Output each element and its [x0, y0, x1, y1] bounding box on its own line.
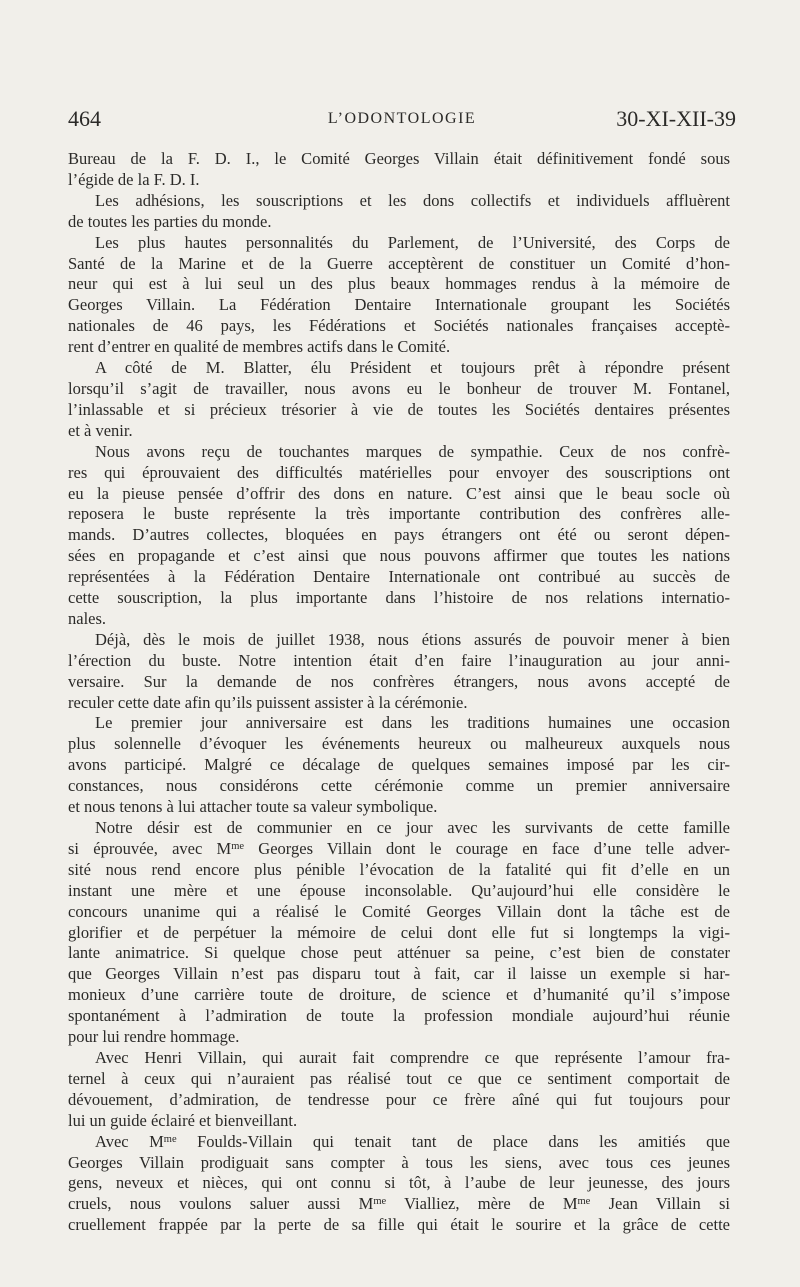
text-line: lorsqu’il s’agit de travailler, nous avons eu le bonheur de trouver M. Fontanel,	[68, 378, 730, 398]
text-line: Notre désir est de communier en ce jour avec les survivants de cette famille	[95, 818, 730, 837]
text-line: Nous avons reçu de touchantes marques de sympathie. Ceux de nos confrè-	[95, 441, 730, 461]
superscript: me	[163, 1133, 177, 1145]
text-line: rent d’entrer en qualité de membres actifs dans le Comité.	[68, 337, 451, 357]
text-line: reculer cette date afin qu’ils puissent assister à la cérémonie.	[68, 692, 468, 712]
text-line: Georges Villain. La Fédération Dentaire Internationale groupant les Sociétés	[68, 295, 730, 315]
text-line: l’érection du buste. Notre intention était d’en faire l’inauguration au jour anni-	[68, 650, 730, 670]
issue-date: 30-XI-XII-39	[616, 106, 736, 131]
text-line: sées en propagande et c’est ainsi que nous pouvons affirmer que toutes les nations	[68, 546, 730, 566]
text-line: Le premier jour anniversaire est dans les traditions humaines une occasion	[95, 713, 730, 733]
text-line: avons participé. Malgré ce décalage de quelques semaines imposé par les cir-	[68, 755, 730, 775]
superscript: me	[577, 1196, 591, 1208]
text-line: concours unanime qui a réalisé le Comité Georges Villain dont la tâche est de	[68, 901, 730, 921]
text-segment: Avec M	[95, 1131, 164, 1151]
text-line: Bureau de la F. D. I., le Comité Georges Villain était définitivement fondé sous	[68, 149, 730, 168]
text-line: spontanément à l’admiration de toute la profession mondiale aujourd’hui réunie	[68, 1006, 730, 1026]
text-line: mands. D’autres collectes, bloquées en pays étrangers ont été ou seront dépen-	[68, 525, 730, 545]
text-line: Georges Villain prodiguait sans compter à tous les siens, avec tous ces jeunes	[68, 1152, 730, 1172]
text-line: Avec Henri Villain, qui aurait fait comprendre ce que représente l’amour fra-	[95, 1047, 730, 1067]
text-segment: cruels, nous voulons saluer aussi M	[68, 1194, 374, 1214]
superscript: me	[373, 1196, 387, 1208]
text-line: de toutes les parties du monde.	[68, 211, 272, 231]
page-number: 464	[68, 106, 101, 131]
superscript: me	[231, 840, 245, 852]
running-head	[68, 102, 736, 136]
text-line: ternel à ceux qui n’auraient pas réalisé tout ce que ce sentiment comportait de	[68, 1068, 730, 1088]
text-segment: si éprouvée, avec M	[68, 838, 232, 858]
text-line: cette souscription, la plus importante dans l’histoire de nos relations internatio-	[68, 588, 730, 608]
text-line: nationales de 46 pays, les Fédérations et Sociétés nationales françaises acceptè-	[68, 316, 730, 336]
text-line: nales.	[68, 608, 107, 628]
text-line: dévouement, d’admiration, de tendresse pour ce frère aîné qui fut toujours pour	[68, 1089, 730, 1109]
text-line: et à venir.	[68, 420, 133, 440]
text-line: monieux d’une carrière toute de droiture, de science et d’humanité qu’il s’impose	[68, 985, 730, 1005]
journal-title: L’ODONTOLOGIE	[327, 110, 477, 127]
text-line: plus solennelle d’évoquer les événements heureux ou malheureux auxquels nous	[68, 734, 730, 754]
text-line: Santé de la Marine et de la Guerre acceptèrent de constituer un Comité d’hon-	[68, 253, 730, 273]
text-line: représentées à la Fédération Dentaire Internationale ont contribué au succès de	[68, 567, 730, 587]
text-line: lante animatrice. Si quelque chose peut atténuer sa peine, c’est bien de constater	[68, 943, 730, 963]
text-line: que Georges Villain n’est pas disparu tout à fait, car il laisse un exemple si har-	[68, 964, 730, 984]
text-line: Les adhésions, les souscriptions et les dons collectifs et individuels affluèrent	[95, 190, 730, 210]
text-line: neur qui est à lui seul un des plus beaux hommages rendus à la mémoire de	[68, 274, 730, 294]
text-line: reposera le buste représente la très importante contribution des confrères alle-	[68, 504, 730, 524]
text-line: res qui éprouvaient des difficultés matérielles pour envoyer des souscriptions ont	[68, 462, 730, 482]
text-line: lui un guide éclairé et bienveillant.	[68, 1110, 298, 1130]
text-line: constances, nous considérons cette cérémonie comme un premier anniversaire	[68, 776, 730, 796]
text-segment: Georges Villain dont le courage en face d’une telle adver-	[244, 838, 730, 858]
text-line: glorifier et de perpétuer la mémoire de celui dont elle fut si longtemps la vigi-	[68, 922, 730, 942]
text-line	[68, 1194, 730, 1215]
text-line: instant une mère et une épouse inconsolable. Qu’aujourd’hui elle considère le	[68, 880, 730, 900]
text-line: cruellement frappée par la perte de sa fille qui était le sourire et la grâce de cette	[68, 1215, 730, 1235]
text-line	[68, 1132, 730, 1153]
text-line: Déjà, dès le mois de juillet 1938, nous étions assurés de pouvoir mener à bien	[95, 629, 730, 649]
text-line: gens, neveux et nièces, qui ont connu si tôt, à l’aube de leur jeunesse, des jours	[68, 1173, 730, 1193]
text-line: versaire. Sur la demande de nos confrères étrangers, nous avons accepté de	[68, 671, 730, 691]
text-line	[68, 839, 730, 860]
text-line: et nous tenons à lui attacher toute sa valeur symbolique.	[68, 797, 438, 817]
text-segment: Foulds-Villain qui tenait tant de place dans les amitiés que	[176, 1131, 730, 1151]
text-line: Les plus hautes personnalités du Parlement, de l’Université, des Corps de	[95, 232, 730, 252]
text-segment: Vialliez, mère de M	[386, 1194, 578, 1214]
text-line: l’inlassable et si précieux trésorier à vie de toutes les Sociétés dentaires présentes	[68, 399, 730, 419]
text-line: A côté de M. Blatter, élu Président et toujours prêt à répondre présent	[95, 358, 730, 378]
text-line: l’égide de la F. D. I.	[68, 169, 200, 189]
text-line: pour lui rendre hommage.	[68, 1027, 240, 1047]
text-segment: Jean Villain si	[590, 1194, 730, 1214]
text-line: eu la pieuse pensée d’offrir des dons en nature. C’est ainsi que le beau socle où	[68, 483, 730, 503]
text-line: sité nous rend encore plus pénible l’évocation de la fatalité qui fit d’elle en un	[68, 859, 730, 879]
body-text	[68, 149, 730, 1236]
